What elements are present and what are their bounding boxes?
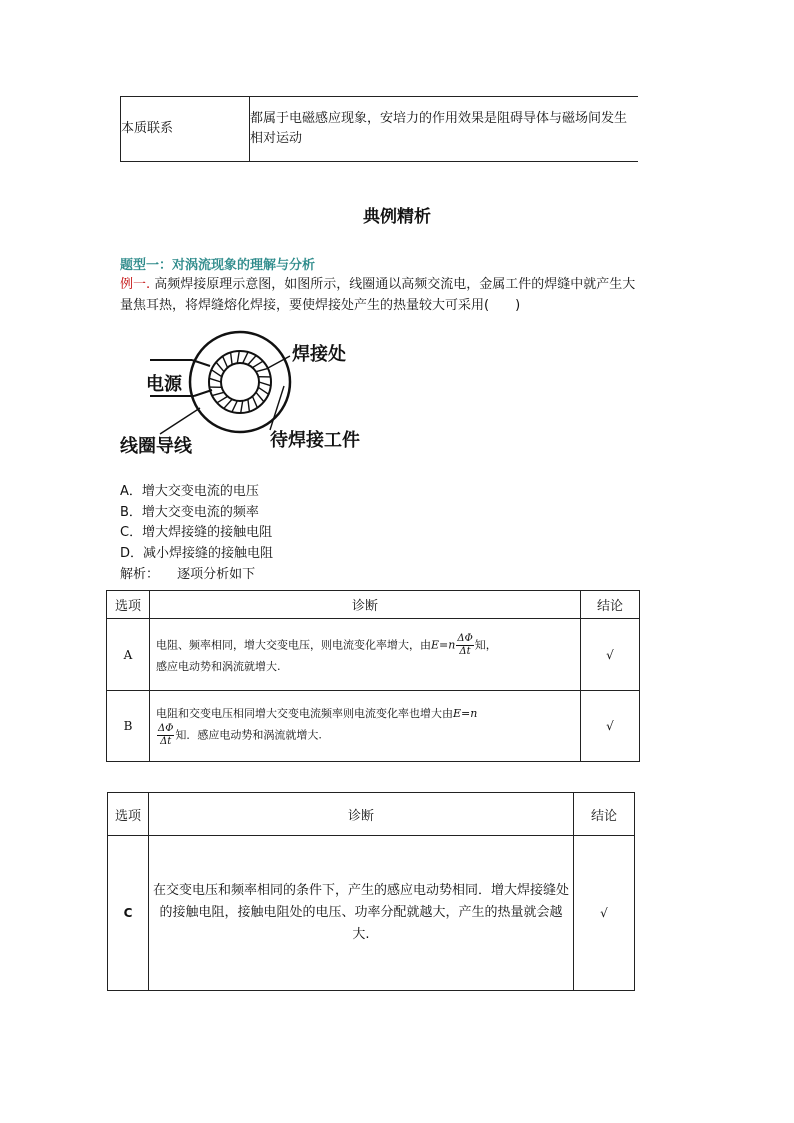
header-option-2: 选项 xyxy=(108,793,149,836)
welding-diagram xyxy=(118,326,398,462)
relation-table xyxy=(120,96,638,162)
header-diagnosis: 诊断 xyxy=(150,591,581,619)
coil-winding xyxy=(217,396,228,402)
coil-pointer xyxy=(160,408,200,434)
coil-winding xyxy=(241,401,243,413)
row-a-result: √ xyxy=(581,619,640,691)
coil-winding xyxy=(212,370,222,377)
coil-winding xyxy=(232,401,237,412)
row-b-option: B xyxy=(107,691,150,762)
coil-winding xyxy=(248,356,256,365)
analysis-label: 解析： xyxy=(120,567,160,582)
label-weld: 焊接处 xyxy=(292,344,346,365)
welding-diagram-svg xyxy=(118,326,398,462)
coil-winding xyxy=(216,362,224,371)
analysis-table-2 xyxy=(107,792,635,991)
coil-winding xyxy=(237,351,239,363)
analysis-text: 逐项分析如下 xyxy=(177,567,256,582)
coil-outer-ring xyxy=(209,351,271,413)
row-c-result: √ xyxy=(574,836,635,991)
coil-winding xyxy=(231,352,233,364)
coil-winding xyxy=(224,399,232,408)
workpiece-circle xyxy=(190,332,290,432)
header-result: 结论 xyxy=(581,591,640,619)
row-a-diag-text-3: 感应电动势和涡流就增大. xyxy=(156,660,281,673)
row-c-option: C xyxy=(108,836,149,991)
coil-winding xyxy=(252,396,257,407)
row-b-fraction xyxy=(157,723,174,748)
coil-winding xyxy=(243,352,248,363)
analysis-table-header xyxy=(107,591,640,619)
section-title: 典例精析 xyxy=(363,207,431,227)
coil-winding xyxy=(223,356,228,367)
row-a-fraction xyxy=(456,633,473,658)
option-d: D．减小焊接缝的接触电阻 xyxy=(120,546,274,561)
coil-winding xyxy=(256,392,264,401)
option-b: B．增大交变电流的频率 xyxy=(120,505,259,520)
analysis-line xyxy=(120,565,255,585)
row-b-diag-text-2: 知．感应电动势和涡流就增大. xyxy=(175,728,322,741)
question-type-heading: 题型一：对涡流现象的理解与分析 xyxy=(120,258,316,273)
header-result-2: 结论 xyxy=(574,793,635,836)
question-line-2: 量焦耳热，将焊缝熔化焊接，要使焊接处产生的热量较大可采用( ) xyxy=(120,298,521,313)
row-b-formula: E=n xyxy=(453,706,478,720)
row-b-denominator: Δt xyxy=(160,735,172,747)
coil-winding xyxy=(258,387,268,394)
coil-winding xyxy=(248,399,250,411)
label-power: 电源 xyxy=(146,374,182,395)
row-b-diag-text: 电阻和交变电压相同增大交变电流频率则电流变化率也增大由 xyxy=(156,706,453,720)
question-line-1 xyxy=(120,275,680,295)
option-a: A．增大交变电流的电压 xyxy=(120,484,259,499)
relation-content-cell xyxy=(250,97,639,162)
row-a-formula: E=n xyxy=(431,638,456,652)
row-b-diagnosis xyxy=(150,691,581,762)
coil-winding xyxy=(252,361,263,367)
row-b-numerator: ΔΦ xyxy=(158,722,174,734)
relation-content: 都属于电磁感应现象，安培力的作用效果是阻碍导体与磁场间发生相对运动 xyxy=(250,111,628,146)
row-a-diag-text-2: 知， xyxy=(474,638,497,652)
row-a-diagnosis xyxy=(150,619,581,691)
coil-inner-ring xyxy=(221,363,259,401)
row-a-numerator: ΔΦ xyxy=(457,633,473,644)
relation-label: 本质联系 xyxy=(121,121,174,136)
coil-winding xyxy=(259,382,271,386)
analysis-table xyxy=(106,590,640,762)
power-lead-bottom-bend xyxy=(194,390,212,396)
question-label: 例一. xyxy=(120,277,151,292)
coil-winding xyxy=(212,392,224,395)
row-a-diag-text: 电阻、频率相同，增大交变电压，则电流变化率增大，由 xyxy=(156,638,431,652)
option-c: C．增大焊接缝的接触电阻 xyxy=(120,525,273,540)
table-row xyxy=(107,619,640,691)
label-coil: 线圈导线 xyxy=(120,436,192,457)
table-row xyxy=(107,691,640,762)
row-b-result: √ xyxy=(581,691,640,762)
header-option: 选项 xyxy=(107,591,150,619)
table-row xyxy=(108,836,635,991)
label-workpiece: 待焊接工件 xyxy=(270,430,360,451)
coil-winding xyxy=(256,368,268,371)
row-a-option: A xyxy=(107,619,150,691)
relation-label-cell xyxy=(121,97,250,162)
row-a-denominator: Δt xyxy=(459,646,471,657)
coil-winding xyxy=(209,378,221,382)
analysis-table-2-header xyxy=(108,793,635,836)
row-c-diagnosis: 在交变电压和频率相同的条件下，产生的感应电动势相同．增大焊接缝处的接触电阻，接触电阻处的电压、功率分配就越大，产生的热量就会越大. xyxy=(149,836,574,991)
question-text-1: 高频焊接原理示意图，如图所示，线圈通以高频交流电，金属工件的焊缝中就产生大 xyxy=(154,277,636,292)
header-diagnosis-2: 诊断 xyxy=(149,793,574,836)
